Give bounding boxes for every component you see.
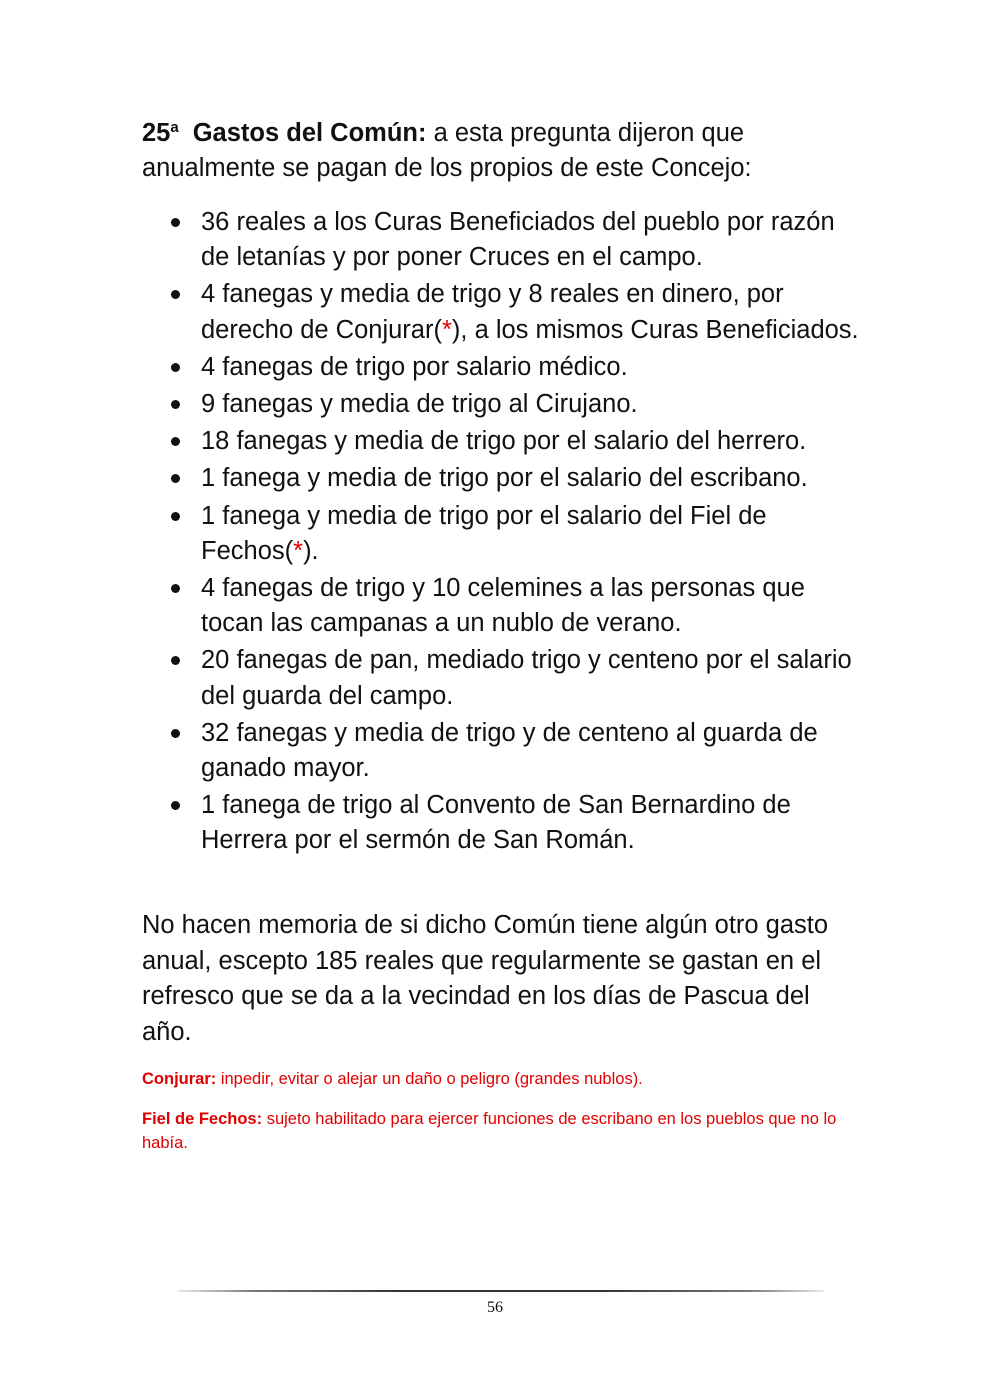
footnote-term: Conjurar: (142, 1070, 217, 1088)
list-item-text: 4 fanegas de trigo y 10 celemines a las personas que tocan las campanas a un nublo de verano. (201, 574, 805, 638)
section-number-superscript: a (170, 119, 179, 136)
footer-divider (178, 1290, 824, 1292)
list-item-text: 32 fanegas y media de trigo y de centeno al guarda de ganado mayor. (201, 718, 818, 783)
list-item (142, 788, 862, 858)
section-number (142, 119, 179, 147)
list-item (142, 461, 862, 496)
list-item-text: 20 fanegas de pan, mediado trigo y centeno por el salario del guarda del campo. (201, 646, 852, 710)
list-item (142, 387, 862, 422)
list-item-text: 1 fanega y media de trigo por el salario del Fiel de Fechos( (201, 501, 767, 565)
section-heading-paragraph (142, 116, 862, 186)
list-item (142, 277, 862, 347)
bullet-icon (171, 584, 180, 593)
bullet-icon (171, 729, 180, 738)
list-item-text: 4 fanegas y media de trigo y 8 reales en dinero, por derecho de Conjurar( (201, 280, 784, 344)
list-item-text: 18 fanegas y media de trigo por el salario del herrero. (201, 427, 807, 456)
footnote-term: Fiel de Fechos: (142, 1110, 263, 1128)
bullet-icon (171, 512, 180, 521)
footnote-conjurar (142, 1067, 842, 1091)
bullet-icon (171, 656, 180, 665)
bullet-icon (171, 290, 180, 299)
list-item-text: 1 fanega y media de trigo por el salario del escribano. (201, 464, 808, 493)
footnote-fiel-de-fechos (142, 1107, 842, 1155)
section-intro-text: a esta pregunta dijeron que anualmente se pagan de los propios de este Concejo: (142, 119, 752, 182)
bullet-icon (171, 801, 180, 810)
expense-list (142, 205, 862, 861)
list-item-text: 36 reales a los Curas Beneficiados del pueblo por razón de letanías y por poner Cruces en el campo. (201, 208, 835, 272)
list-item (142, 424, 862, 459)
bullet-icon (171, 218, 180, 227)
list-item (142, 350, 862, 385)
list-item (142, 205, 862, 275)
section-title: Gastos del Común: (192, 119, 427, 147)
list-item (142, 643, 862, 713)
bullet-icon (171, 363, 180, 372)
list-item-text-continued: ), a los mismos Curas Beneficiados. (451, 315, 859, 344)
footnote-asterisk: * (293, 536, 304, 565)
list-item-text: 9 fanegas y media de trigo al Cirujano. (201, 390, 638, 419)
footnote-definition: sujeto habilitado para ejercer funciones de escribano en los pueblos que no lo había. (142, 1110, 837, 1152)
page-number: 56 (487, 1299, 503, 1316)
footnote-asterisk: * (441, 315, 452, 344)
list-item (142, 571, 862, 641)
list-item-text: 1 fanega de trigo al Convento de San Bernardino de Herrera por el sermón de San Román. (201, 791, 791, 855)
list-item (142, 499, 862, 569)
bullet-icon (171, 474, 180, 483)
section-number-value: 25 (142, 119, 171, 147)
list-item-text: 4 fanegas de trigo por salario médico. (201, 352, 628, 381)
footnote-definition: inpedir, evitar o alejar un daño o peligro (grandes nublos). (216, 1070, 643, 1088)
closing-paragraph: No hacen memoria de si dicho Común tiene algún otro gasto anual, escepto 185 reales que regularmente se gastan en el refresco que se da a la vecindad en los días de Pascua del año. (142, 911, 829, 1046)
bullet-icon (171, 400, 180, 409)
list-item (142, 716, 862, 786)
list-item-text-continued: ). (303, 536, 319, 565)
bullet-icon (171, 437, 180, 446)
